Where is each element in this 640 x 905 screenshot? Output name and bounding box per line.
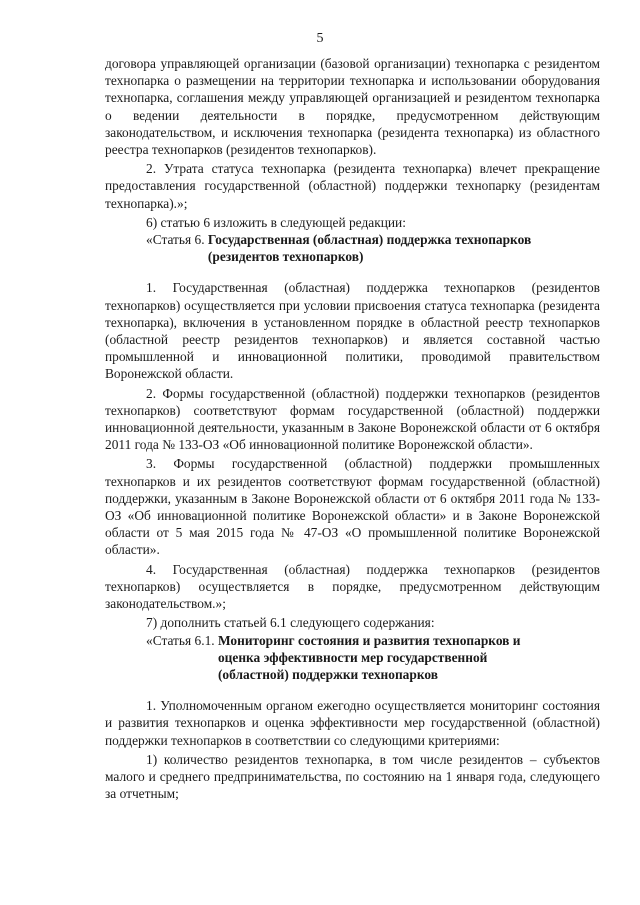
document-body [105,55,600,802]
article-6-title-line1: Государственная (областная) поддержка технопарков [207,232,532,248]
article-6-1-title-line3: (областной) поддержки технопарков [217,666,438,682]
article-6-paragraph-4: 4. Государственная (областная) поддержка технопарков (резидентов технопарков) осуществляется в порядке, предусмотренном действующим законодательством.»; [105,561,600,612]
article-6-1-criterion-1: 1) количество резидентов технопарка, в том числе резидентов – субъектов малого и среднего предпринимательства, по состоянию на 1 января года, следующего за отчетным; [105,751,600,802]
article-6-1-title-line1: Мониторинг состояния и развития технопарков и [217,632,521,648]
page-number: 5 [316,31,324,46]
status-loss-paragraph: 2. Утрата статуса технопарка (резидента технопарка) влечет прекращение предоставления государственной (областной) поддержки технопарку (резидентам технопарка).»; [105,161,600,211]
article-6-1-paragraph-1: 1. Уполномоченным органом ежегодно осуществляется мониторинг состояния и развития технопарков и оценка эффективности мер государственной (областной) поддержки технопарков в соответствии со следующими критериями: [105,698,600,748]
article-6-paragraph-3: 3. Формы государственной (областной) поддержки промышленных технопарков и их резидентов соответствуют формам государственной (областной) поддержки, указанным в Законе Воронежской области от 6 октября 2011 года № 133-ОЗ «Об инновационной политике Воронежской области» и в Законе Воронежской области от 5 мая 2015 года № 47-ОЗ «О промышленной политике Воронежской области». [105,456,600,558]
article-6-1-title-line2: оценка эффективности мер государственной [217,649,488,665]
article-6-title [208,231,600,265]
article-6-1-heading [146,632,600,684]
article-6-1-title [218,632,600,684]
instruction-article-6-1: 7) дополнить статьей 6.1 следующего содержания: [146,615,435,631]
article-6-title-line2: (резидентов технопарков) [207,249,364,265]
article-6-prefix: «Статья 6. [146,232,208,248]
article-6-1-prefix: «Статья 6.1. [146,632,218,648]
instruction-article-6: 6) статью 6 изложить в следующей редакции: [146,214,406,230]
intro-paragraph: договора управляющей организации (базовой организации) технопарка с резидентом технопарка о размещении на территории технопарка и использовании оборудования технопарка, соглашения между управляющей организацией и резидентом технопарка о ведении деятельности в порядке, предусмотренном действующим законодательством, и исключения технопарка (резидента технопарка) из областного реестра технопарков (резидентов технопарков). [105,56,600,158]
article-6-heading [146,231,600,265]
article-6-paragraph-2: 2. Формы государственной (областной) поддержки технопарков (резидентов технопарков) соответствуют формам государственной (областной) поддержки инновационной деятельности, указанным в Законе Воронежской области от 6 октября 2011 года № 133-ОЗ «Об инновационной политике Воронежской области». [105,385,600,453]
article-6-paragraph-1: 1. Государственная (областная) поддержка технопарков (резидентов технопарков) осуществляется при условии присвоения статуса технопарка (резидента технопарка), включения в установленном порядке в областной реестр технопарков (областной реестр резидентов технопарков) и является составной частью промышленной и инновационной политики, проводимой правительством Воронежской области. [105,280,600,382]
